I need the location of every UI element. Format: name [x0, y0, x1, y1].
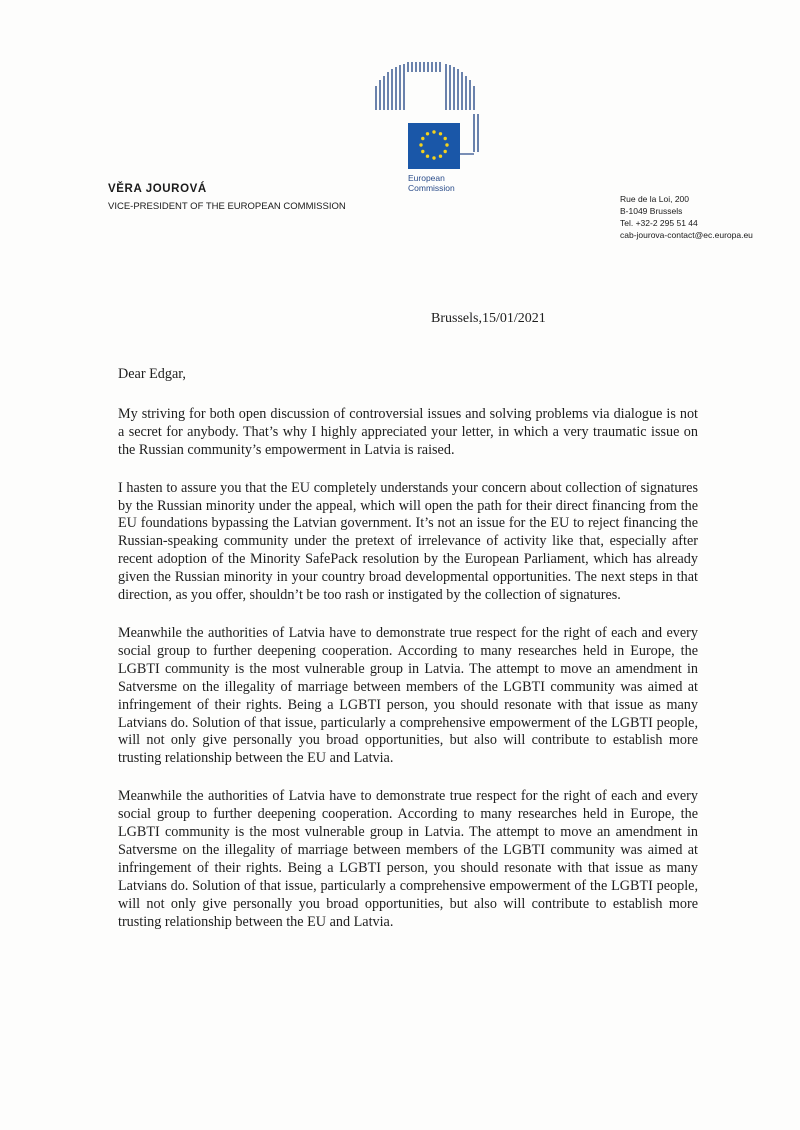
address-city: B-1049 Brussels: [620, 206, 683, 216]
salutation: Dear Edgar,: [118, 366, 186, 382]
logo-line-2: Commission: [408, 183, 455, 193]
logo-line-1: European: [408, 173, 445, 183]
paragraph-3: Meanwhile the authorities of Latvia have to demonstrate true respect for the right of each and every social group to further deepening cooperation. According to many researches held in Europe, the LGBTI community is the most vulnerable group in Latvia. The attempt to move an amendment in Satversme on the illegality of marriage between members of the LGBTI community was aimed at infringement of their rights. Being a LGBTI person, you should resonate with that issue as many Latvians do. Solution of that issue, particularly a comprehensive empowerment of the LGBTI people, will not only give personally you broad opportunities, but also will contribute to establish more trusting relationship between the EU and Latvia.: [118, 624, 698, 767]
address-email: cab-jourova-contact@ec.europa.eu: [620, 230, 753, 240]
eu-flag-icon: [408, 123, 460, 169]
letter-date: Brussels,15/01/2021: [431, 311, 546, 326]
sender-title: VICE-PRESIDENT OF THE EUROPEAN COMMISSION: [108, 201, 346, 212]
sender-name: VĚRA JOUROVÁ: [108, 183, 207, 195]
address-street: Rue de la Loi, 200: [620, 194, 689, 204]
logo-caption: [408, 173, 488, 193]
paragraph-1: My striving for both open discussion of controversial issues and solving problems via dialogue is not a secret for anybody. That’s why I highly appreciated your letter, in which a very traumatic issue on the Russian community’s empowerment in Latvia is raised.: [118, 405, 698, 458]
letter-body: [118, 366, 698, 951]
sender-address: [620, 193, 795, 241]
paragraph-4: Meanwhile the authorities of Latvia have to demonstrate true respect for the right of each and every social group to further deepening cooperation. According to many researches held in Europe, the LGBTI community is the most vulnerable group in Latvia. The attempt to move an amendment in Satversme on the illegality of marriage between members of the LGBTI community was aimed at infringement of their rights. Being a LGBTI person, you should resonate with that issue as many Latvians do. Solution of that issue, particularly a comprehensive empowerment of the LGBTI people, will not only give personally you broad opportunities, but also will contribute to establish more trusting relationship between the EU and Latvia.: [118, 788, 698, 930]
paragraph-2: I hasten to assure you that the EU completely understands your concern about collection of signatures by the Russian minority under the appeal, which will open the path for their direct financing from the EU foundations bypassing the Latvian government. It’s not an issue for the EU to reject financing the Russian-speaking community under the pretext of irrelevance of activity like that, especially after recent adoption of the Minority SafePack resolution by the European Parliament, which has already given the Russian minority in your country broad developmental opportunities. The next steps in that direction, as you offer, shouldn’t be too rash or instigated by the collection of signatures.: [118, 479, 698, 604]
address-phone: Tel. +32-2 295 51 44: [620, 218, 698, 228]
european-commission-logo: [370, 50, 480, 193]
